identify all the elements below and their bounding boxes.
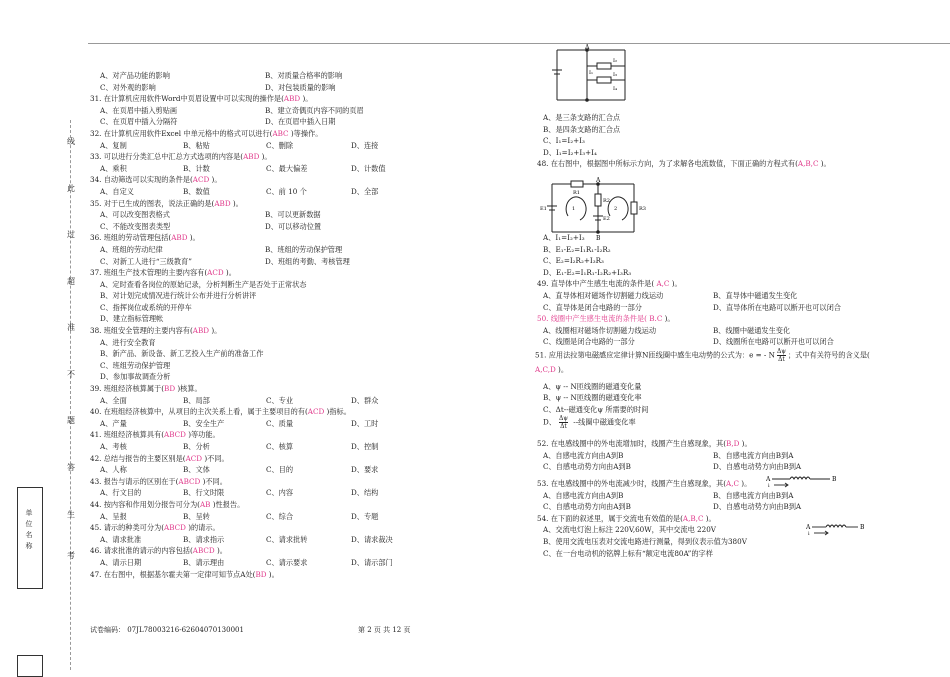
option-text: C、线圈是闭合电路的一部分 <box>543 337 635 347</box>
option-text: C、Δt--磁通变化ψ 所需要的时间 <box>543 404 649 414</box>
option-text: C、在一台电动机的铭牌上标有“额定电流80A”的字样 <box>543 548 713 558</box>
option-text: C、I₁=I₂+I₃ <box>543 136 585 146</box>
option-text: B、请求指示 <box>183 534 225 544</box>
option-line <box>535 404 945 416</box>
answer-mark: A,B,C <box>797 159 819 169</box>
option-text: A、乘积 <box>100 163 127 173</box>
answer-mark: ABD <box>283 94 301 104</box>
option-text: C、请求批转 <box>266 534 308 544</box>
option-text: D、建立指标管理帐 <box>100 314 164 324</box>
question-tail: )。 <box>818 159 831 169</box>
margin-char: 准 <box>67 323 75 332</box>
option-text: A、呈报 <box>100 511 127 521</box>
binding-dashed-line <box>70 120 71 670</box>
question-stem <box>88 545 508 557</box>
option-text: D、工时 <box>351 418 379 428</box>
answer-mark: ACD <box>192 175 210 185</box>
option-text: A、请求批准 <box>100 534 142 544</box>
option-line <box>535 267 945 279</box>
question-stem <box>88 93 508 105</box>
option-text: B、是四条支路的汇合点 <box>543 124 621 134</box>
option-text: B、自感电流方向由B到A <box>713 490 794 500</box>
option-text: A、全面 <box>100 395 127 405</box>
option-text: C、请示要求 <box>266 557 308 567</box>
option-text: C、指挥岗位或系统的开停车 <box>100 302 192 312</box>
question-text: 34. 自动筛选可以实现的条件是( <box>90 175 193 185</box>
option-text: C、核算 <box>266 442 294 451</box>
question-stem <box>88 499 508 511</box>
question-tail: )。 <box>739 439 752 449</box>
unit-name-box-lower <box>17 655 43 677</box>
option-text: D、参加事故调查分析 <box>100 372 171 382</box>
option-line <box>535 124 945 136</box>
fraction-numerator: Δψ <box>776 347 786 355</box>
question-text: 36. 班组的劳动管理包括( <box>90 233 172 243</box>
option-line <box>535 255 945 267</box>
option-text: C、最大偏差 <box>266 163 308 173</box>
option-text: D、自感电动势方向由B到A <box>713 502 802 512</box>
option-text: D、线圈所在电路可以断开也可以闭合 <box>713 337 834 347</box>
option-text: B、数值 <box>183 186 210 196</box>
question-stem <box>535 278 945 290</box>
fraction-denominator: Δt <box>778 355 785 363</box>
question-text: 35. 对于已生成的图表，说法正确的是( <box>90 198 215 208</box>
unit-name-box <box>17 487 43 589</box>
question-text: 37. 班组生产技术管理的主要内容有( <box>90 268 208 278</box>
option-row <box>88 140 508 152</box>
question-tail: )性报告。 <box>210 499 245 509</box>
question-tail: )。 <box>266 569 279 579</box>
margin-char: 此 <box>67 184 75 193</box>
option-text: D、要求 <box>351 465 379 475</box>
option-row <box>88 209 508 221</box>
option-text: C、专业 <box>266 395 294 405</box>
question-tail: )不同。 <box>202 453 229 463</box>
option-text: C、目的 <box>266 465 294 475</box>
option-text: A、线圈相对磁场作切割磁力线运动 <box>543 325 657 335</box>
option-row <box>88 163 508 175</box>
answer-mark: A,B,C <box>682 513 704 523</box>
current-i-label: i <box>768 483 770 488</box>
kirchhoff-node-circuit <box>545 44 635 106</box>
left-question-column <box>88 70 508 580</box>
option-line <box>535 244 945 256</box>
option-row <box>88 441 508 453</box>
question-text: 39. 班组经济核算属于( <box>90 384 165 394</box>
margin-char: 答 <box>67 463 75 472</box>
margin-char: 超 <box>67 277 75 286</box>
question-tail: )指标。 <box>324 407 351 417</box>
question-tail: )不同。 <box>200 476 227 486</box>
question-stem <box>88 569 508 581</box>
answer-mark: AB <box>199 499 211 509</box>
question-tail: ；式中有关符号的含义是( <box>787 350 870 360</box>
question-tail: )。 <box>669 279 682 289</box>
loop-1-label: 1 <box>572 206 576 212</box>
option-text: A、自定义 <box>100 186 134 196</box>
loop-2-label: 2 <box>614 206 618 212</box>
option-row <box>88 105 508 117</box>
option-row <box>88 116 508 128</box>
question-continuation <box>535 364 945 376</box>
question-stem <box>535 158 945 170</box>
option-text: B、计数 <box>183 163 210 173</box>
answer-mark: ACD <box>207 268 224 278</box>
answer-mark: ACD <box>185 453 203 463</box>
answer-mark: ABCD <box>192 546 215 556</box>
option-line <box>88 348 508 360</box>
answer-mark: B.C <box>646 314 663 324</box>
option-text: A、I₁=I₂+I₃ <box>543 232 585 242</box>
question-text: 42. 总结与报告的主要区别是( <box>90 453 186 463</box>
question-stem <box>88 406 508 418</box>
option-text: D、在页眉中插入日期 <box>265 117 336 127</box>
question-stem <box>88 429 508 441</box>
option-row <box>88 244 508 256</box>
e1-label: E1 <box>540 206 547 212</box>
option-text: D、请求裁决 <box>351 534 393 544</box>
option-text: B、使用交流电压表对交流电路进行测量，得到仪表示值为380V <box>543 537 747 547</box>
option-text: B、局部 <box>183 395 210 405</box>
option-line <box>88 290 508 302</box>
option-row <box>535 490 945 502</box>
question-text: 32. 在计算机应用软件Excel 中单元格中的格式可以进行( <box>90 128 273 138</box>
option-row <box>88 395 508 407</box>
question-text: 41. 班组经济核算具有( <box>90 430 165 440</box>
question-text: 52. 在电感线圈中的外电流增加时，线圈产生自感现象，其( <box>537 439 727 449</box>
question-stem <box>88 522 508 534</box>
answer-mark: BD <box>255 569 267 579</box>
option-row <box>535 336 945 348</box>
option-line <box>535 135 945 147</box>
question-tail: )等功能。 <box>185 430 220 440</box>
option-text: B、E₁-E₂=I₁R₁-I₂R₂ <box>543 244 611 254</box>
option-text: C、对外观的影响 <box>100 82 156 92</box>
question-stem <box>535 313 945 325</box>
node-a-label: A <box>585 44 590 51</box>
r1-label: R1 <box>573 190 580 196</box>
option-text: D、自感电动势方向由B到A <box>713 462 802 472</box>
answer-mark: B,D <box>726 439 740 449</box>
r3-label: R3 <box>639 206 646 212</box>
option-line <box>535 392 945 404</box>
answer-mark: ABCD <box>164 523 186 533</box>
question-text: 40. 在班组经济核算中，从项目的主次关系上看，属于主要项目的有( <box>90 407 308 417</box>
current-i-label: i <box>808 531 810 536</box>
option-text: B、线圈中磁通发生变化 <box>713 325 791 335</box>
two-loop-circuit <box>540 176 646 242</box>
option-text: B、自感电流方向由B到A <box>713 450 794 460</box>
option-row <box>88 487 508 499</box>
option-text: A、行文目的 <box>100 488 142 498</box>
option-text: A、产量 <box>100 418 127 428</box>
option-text: C、班组劳动保护管理 <box>100 360 171 370</box>
node-b-label: B <box>596 235 601 242</box>
fraction-denominator: Δt <box>560 423 567 431</box>
question-stem <box>535 438 945 450</box>
option-text: A、自感电流方向由A到B <box>543 490 624 500</box>
option-text: A、请示日期 <box>100 557 142 567</box>
question-text: 53. 在电感线圈中的外电流减少时，线圈产生自感现象，其( <box>537 479 727 489</box>
option-line <box>535 147 945 159</box>
question-tail: )。 <box>703 513 716 523</box>
question-tail: )。 <box>187 233 200 243</box>
option-text: D、全部 <box>351 186 379 196</box>
option-line <box>535 381 945 393</box>
option-line <box>88 360 508 372</box>
formula-text: e = - N <box>749 350 775 360</box>
fraction-numerator: Δψ <box>558 415 568 423</box>
option-text: A、定时查看各岗位的原始记录，分析判断生产是否处于正常状态 <box>100 279 307 289</box>
answer-mark: ABD <box>243 152 260 162</box>
question-tail: )核算。 <box>175 384 202 394</box>
question-tail: )。 <box>230 198 243 208</box>
option-row <box>88 256 508 268</box>
option-line <box>88 302 508 314</box>
option-text: A、班组的劳动纪律 <box>100 244 163 254</box>
option-text: D、专题 <box>351 511 379 521</box>
margin-char: 生 <box>67 510 75 519</box>
answer-mark: ABD <box>171 233 188 243</box>
option-text: D、计数值 <box>351 163 386 173</box>
coil-diagram-q53 <box>806 522 866 536</box>
question-stem <box>535 348 945 364</box>
answer-mark: ABC <box>272 128 289 138</box>
question-text: 45. 请示的种类可分为( <box>90 523 165 533</box>
option-row <box>88 534 508 546</box>
margin-char: 过 <box>67 230 75 239</box>
fraction <box>777 348 786 363</box>
option-row <box>88 418 508 430</box>
option-text: A、人称 <box>100 465 127 475</box>
option-line <box>535 536 945 548</box>
option-text: B、ψ -- N匝线圈的磁通变化率 <box>543 393 642 403</box>
option-row <box>88 221 508 233</box>
option-text: B、班组的劳动保护管理 <box>265 244 343 254</box>
question-stem <box>88 476 508 488</box>
answer-mark: BD <box>164 384 176 394</box>
option-text: D、可以移动位置 <box>265 221 322 231</box>
option-text: B、行文时限 <box>183 488 225 498</box>
option-text: C、内容 <box>266 488 294 498</box>
option-text: A、在页眉中插入剪贴画 <box>100 105 178 115</box>
option-text: B、新产品、新设备、新工艺投入生产前的准备工作 <box>100 349 264 359</box>
option-text: B、安全生产 <box>183 418 225 428</box>
option-text: C、E₂=I₂R₂+I₃R₃ <box>543 256 604 266</box>
question-stem <box>88 128 508 140</box>
question-tail: )。 <box>209 326 222 336</box>
question-stem <box>535 513 945 525</box>
option-text: A、复制 <box>100 140 127 150</box>
option-text: C、自感电动势方向由A到B <box>543 502 631 512</box>
answer-mark: ACD <box>307 407 325 417</box>
node-a-label: A <box>596 177 601 184</box>
fraction <box>559 415 568 430</box>
answer-mark: A,C <box>726 479 740 489</box>
question-text: 31. 在计算机应用软件Word中页眉设置中可以实现的操作是( <box>90 94 284 104</box>
option-text: B、粘贴 <box>183 140 210 150</box>
question-text: 54. 在下面的叙述里，属于交流电有效值的是( <box>537 513 683 523</box>
question-tail: )。 <box>223 268 236 278</box>
margin-char: 题 <box>67 416 75 425</box>
option-text: A、是三条支路的汇合点 <box>543 113 621 122</box>
question-text: 43. 报告与请示的区别在于( <box>90 476 179 486</box>
question-tail: )。 <box>300 94 313 104</box>
option-text: B、文体 <box>183 465 210 475</box>
option-text: D、控制 <box>351 442 379 451</box>
question-tail: )。 <box>214 546 227 556</box>
answer-mark: ABD <box>192 326 210 336</box>
option-line <box>88 313 508 325</box>
question-text: 38. 班组安全管理的主要内容有( <box>90 326 193 336</box>
question-tail: )等操作。 <box>288 128 323 138</box>
margin-char: 考 <box>67 551 75 560</box>
option-row <box>535 302 945 314</box>
option-line <box>88 337 508 349</box>
option-text: C、质量 <box>266 418 294 428</box>
option-text: B、直导体中磁通发生变化 <box>713 290 798 300</box>
option-text: C、直导体是闭合电路的一部分 <box>543 302 642 312</box>
option-text: D、直导体所在电路可以断开也可以闭合 <box>713 302 841 312</box>
option-row <box>88 70 508 82</box>
question-stem <box>535 478 945 490</box>
question-text: 46. 请求批准的请示的内容包括( <box>90 546 193 556</box>
option-text: B、呈转 <box>183 511 210 521</box>
question-tail: )的请示。 <box>185 523 220 533</box>
option-row <box>535 450 945 462</box>
option-text: C、删除 <box>266 140 294 150</box>
option-text: D、对包装质量的影响 <box>265 82 336 92</box>
question-stem <box>88 198 508 210</box>
option-text: D、群众 <box>351 395 379 405</box>
question-stem <box>88 151 508 163</box>
option-text: C、不能改变图表类型 <box>100 221 171 231</box>
e2-label: E2 <box>603 216 610 222</box>
coil-b-label: B <box>832 476 837 483</box>
margin-char: 不 <box>67 370 75 379</box>
question-stem <box>88 267 508 279</box>
paper-code: 试卷编码： 07JL78003216-62604070130001 <box>90 626 244 634</box>
option-text: B、可以更新数据 <box>265 210 321 220</box>
option-text: B、建立奇偶页内容不同的页眉 <box>265 105 364 115</box>
question-text: 51. 应用法拉第电磁感应定律计算N匝线圈中感生电动势的公式为： <box>535 350 750 360</box>
option-row <box>88 557 508 569</box>
question-tail: )。 <box>662 314 675 324</box>
question-tail: )。 <box>739 479 752 489</box>
header-rule <box>88 43 950 44</box>
option-line <box>88 371 508 383</box>
option-text: C、综合 <box>266 511 294 521</box>
option-line <box>535 524 945 536</box>
page-number: 第 2 页 共 12 页 <box>358 626 411 634</box>
option-text: --线圈中磁通变化率 <box>571 417 636 427</box>
option-text: D、结构 <box>351 488 379 498</box>
option-text: B、对质量合格率的影响 <box>265 71 343 80</box>
option-row <box>535 290 945 302</box>
current-i4-label: I₄ <box>613 86 617 92</box>
option-text: A、对产品功能的影响 <box>100 71 170 80</box>
option-text: C、在页眉中插入分隔符 <box>100 117 178 127</box>
question-text: 50. 线圈中产生感生电流的条件是( <box>537 314 647 324</box>
option-row <box>88 511 508 523</box>
option-row <box>535 461 945 473</box>
option-text: D、I₁=I₂+I₃+I₄ <box>543 147 597 157</box>
coil-a-label: A <box>766 476 771 483</box>
option-row <box>535 501 945 513</box>
question-text: 49. 直导体中产生感生电流的条件是( <box>537 279 655 289</box>
question-stem <box>88 232 508 244</box>
option-text: A、直导体相对磁场作切割磁力线运动 <box>543 290 664 300</box>
coil-b-label: B <box>860 524 865 531</box>
option-row <box>535 325 945 337</box>
question-stem <box>88 453 508 465</box>
option-line <box>535 415 945 433</box>
option-prefix: D、 <box>543 417 556 427</box>
option-line <box>535 548 945 560</box>
coil-diagram-q52 <box>766 474 838 488</box>
option-text: B、对计划完成情况进行统计公布并进行分析讲评 <box>100 291 257 301</box>
question-stem <box>88 383 508 395</box>
answer-mark: ABCD <box>178 476 201 486</box>
coil-a-label: A <box>806 524 811 531</box>
margin-char: 线 <box>67 137 75 146</box>
option-text: A、进行安全教育 <box>100 337 156 347</box>
question-text: 47. 在右图中，根据基尔霍夫第一定律可知节点A处( <box>90 569 256 579</box>
option-line <box>535 112 945 124</box>
answer-mark: A,C,D <box>535 364 556 374</box>
option-text: A、考核 <box>100 442 127 451</box>
option-text: D、班组的考勤、考核管理 <box>265 256 350 266</box>
option-text: A、交流电灯泡上标注 220V,60W，其中交流电 220V <box>543 525 716 535</box>
option-text: C、对新工人进行“三级教育” <box>100 256 192 266</box>
question-text: 33. 可以进行分类汇总中汇总方式选项的内容是( <box>90 152 244 162</box>
option-text: C、前 10 个 <box>266 186 307 196</box>
option-text: D、连接 <box>351 140 379 150</box>
option-line <box>88 279 508 291</box>
option-text: A、ψ -- N匝线圈的磁通变化量 <box>543 381 642 391</box>
current-i3-label: I₃ <box>613 72 617 78</box>
question-text: 44. 按内容和作用划分报告可分为( <box>90 499 200 509</box>
option-row <box>88 464 508 476</box>
option-row <box>88 82 508 94</box>
option-row <box>88 186 508 198</box>
answer-mark: ABCD <box>164 430 186 440</box>
option-text: A、自感电流方向由A到B <box>543 450 624 460</box>
r2-label: R2 <box>603 198 610 204</box>
option-text: A、可以改变图表格式 <box>100 210 170 220</box>
option-text: D、E₁-E₂=I₁R₁-I₂R₂+I₃R₃ <box>543 267 632 277</box>
question-tail: )。 <box>555 364 569 374</box>
question-stem <box>88 325 508 337</box>
answer-mark: ABD <box>214 198 231 208</box>
option-text: D、请示部门 <box>351 557 393 567</box>
unit-name-label: 单 位 名 称 <box>25 509 33 550</box>
option-text: B、请示理由 <box>183 557 225 567</box>
option-text: C、自感电动势方向由A到B <box>543 462 631 472</box>
question-tail: )。 <box>209 175 222 185</box>
question-stem <box>88 174 508 186</box>
current-i2-label: I₂ <box>613 58 617 64</box>
option-text: B、分析 <box>183 442 210 451</box>
question-tail: )。 <box>259 152 272 162</box>
current-i1-label: I₁ <box>589 70 593 76</box>
question-text: 48. 在右图中，根据图中所标示方向，为了求解各电流数值，下面正确的方程式有( <box>537 159 798 169</box>
answer-mark: A,C <box>654 279 670 289</box>
